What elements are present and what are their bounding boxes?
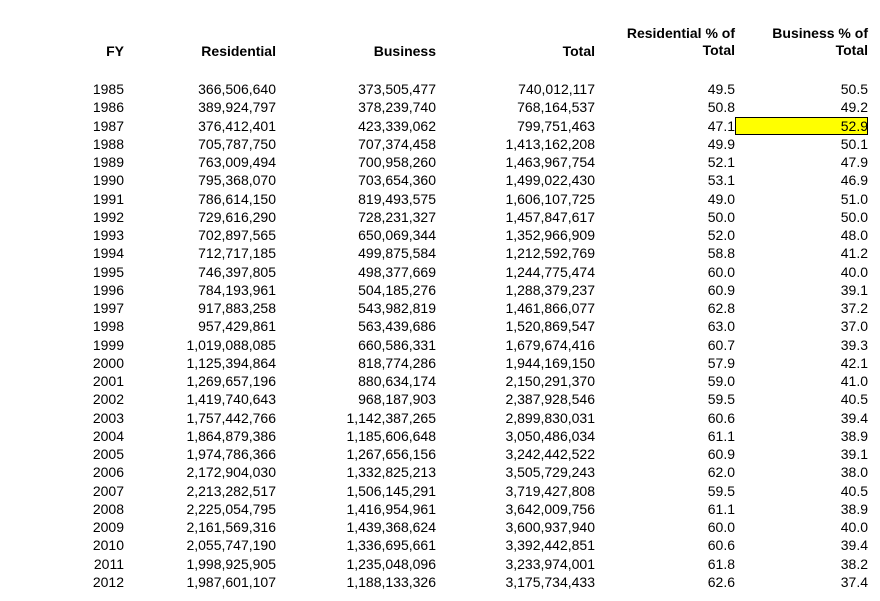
table-row: [0, 171, 868, 189]
cell-residential-pct[interactable]: 52.1: [707, 154, 735, 170]
cell-residential[interactable]: 712,717,185: [198, 245, 276, 262]
table-row: [0, 372, 868, 390]
cell-total[interactable]: 3,175,734,433: [505, 573, 595, 590]
cell-residential[interactable]: 1,019,088,085: [186, 336, 276, 353]
cell-fy[interactable]: 2006: [92, 464, 124, 481]
table-row: [0, 354, 868, 372]
cell-business-pct[interactable]: 49.2: [840, 99, 868, 116]
cell-fy[interactable]: 1999: [92, 336, 124, 353]
cell-total[interactable]: 1,352,966,909: [505, 227, 595, 243]
cell-residential[interactable]: 2,055,747,190: [186, 537, 276, 554]
cell-business-pct[interactable]: 46.9: [840, 172, 868, 189]
cell-fy[interactable]: 1992: [92, 208, 124, 225]
table-row: [0, 263, 868, 281]
cell-residential-pct[interactable]: 59.5: [707, 482, 735, 499]
cell-residential[interactable]: 763,009,494: [198, 154, 276, 170]
table-row: [0, 500, 868, 518]
cell-total[interactable]: 1,463,967,754: [505, 154, 595, 170]
cell-total[interactable]: 740,012,117: [518, 81, 595, 97]
cell-residential-pct[interactable]: 60.0: [707, 263, 735, 280]
table-row: [0, 226, 868, 244]
cell-residential[interactable]: 1,974,786,366: [186, 446, 276, 462]
cell-total[interactable]: 3,233,974,001: [505, 555, 595, 572]
cell-residential[interactable]: 389,924,797: [198, 99, 276, 116]
cell-residential-pct[interactable]: 49.9: [707, 135, 735, 152]
cell-total[interactable]: 2,899,830,031: [505, 409, 595, 426]
table-row: [0, 463, 868, 481]
cell-residential[interactable]: 746,397,805: [198, 263, 276, 280]
cell-residential-pct[interactable]: 59.0: [707, 373, 735, 389]
cell-total[interactable]: 3,719,427,808: [505, 482, 595, 499]
table-row: [0, 98, 868, 116]
cell-residential-pct[interactable]: 62.8: [707, 300, 735, 316]
cell-residential[interactable]: 957,429,861: [198, 318, 276, 335]
cell-residential[interactable]: 795,368,070: [198, 172, 276, 189]
table-row: [0, 482, 868, 500]
cell-business[interactable]: 1,235,048,096: [346, 555, 436, 572]
cell-business-pct[interactable]: 38.2: [840, 555, 868, 572]
cell-residential-pct[interactable]: 60.6: [707, 537, 735, 554]
cell-business[interactable]: 1,332,825,213: [346, 464, 436, 481]
cell-residential[interactable]: 2,172,904,030: [186, 464, 276, 481]
cell-business[interactable]: 728,231,327: [358, 208, 436, 225]
cell-residential-pct[interactable]: 59.5: [707, 391, 735, 408]
header-total[interactable]: Total: [562, 43, 595, 59]
header-residential-pct[interactable]: Residential % of Total: [626, 25, 735, 58]
cell-business-pct[interactable]: 37.0: [840, 318, 868, 335]
table-row: [0, 317, 868, 335]
cell-residential[interactable]: 729,616,290: [198, 208, 276, 225]
cell-total[interactable]: 1,499,022,430: [505, 172, 595, 189]
cell-residential-pct[interactable]: 49.0: [707, 190, 735, 207]
cell-business-pct[interactable]: 48.0: [840, 227, 868, 243]
cell-fy[interactable]: 2010: [92, 537, 124, 554]
cell-total[interactable]: 3,050,486,034: [505, 427, 595, 444]
cell-fy[interactable]: 1990: [92, 172, 124, 189]
cell-residential-pct[interactable]: 60.7: [707, 336, 735, 353]
cell-residential-pct[interactable]: 62.0: [707, 464, 735, 481]
cell-business-pct[interactable]: 40.0: [840, 263, 868, 280]
cell-business-pct[interactable]: 39.4: [840, 409, 868, 426]
cell-total[interactable]: 1,413,162,208: [505, 135, 595, 152]
cell-residential-pct[interactable]: 50.0: [707, 208, 735, 225]
cell-residential[interactable]: 702,897,565: [198, 227, 276, 243]
cell-business[interactable]: 660,586,331: [358, 336, 436, 353]
cell-fy[interactable]: 1987: [92, 117, 124, 134]
header-fy[interactable]: FY: [106, 43, 124, 59]
cell-fy[interactable]: 1986: [92, 99, 124, 116]
cell-business-pct[interactable]: 42.1: [840, 354, 868, 371]
cell-business-pct[interactable]: 40.5: [840, 391, 868, 408]
cell-business[interactable]: 1,506,145,291: [346, 482, 436, 499]
cell-business[interactable]: 707,374,458: [358, 135, 436, 152]
cell-residential-pct[interactable]: 57.9: [707, 354, 735, 371]
cell-business[interactable]: 819,493,575: [358, 190, 436, 207]
table-row: [0, 153, 868, 171]
data-table-body: [0, 80, 868, 591]
cell-residential[interactable]: 1,864,879,386: [186, 427, 276, 444]
header-business[interactable]: Business: [373, 43, 436, 59]
cell-business-pct-selected[interactable]: 52.9: [735, 117, 868, 135]
table-row: [0, 244, 868, 262]
cell-fy[interactable]: 2000: [92, 354, 124, 371]
cell-business[interactable]: 1,267,656,156: [346, 446, 436, 462]
cell-fy[interactable]: 2005: [92, 446, 124, 462]
cell-residential-pct[interactable]: 61.1: [707, 427, 735, 444]
cell-residential[interactable]: 1,269,657,196: [186, 373, 276, 389]
cell-business-pct[interactable]: 39.4: [840, 537, 868, 554]
cell-fy[interactable]: 2007: [92, 482, 124, 499]
cell-residential[interactable]: 1,987,601,107: [186, 573, 276, 590]
cell-business-pct[interactable]: 39.1: [840, 446, 868, 462]
cell-residential-pct[interactable]: 60.6: [707, 409, 735, 426]
cell-business[interactable]: 504,185,276: [358, 281, 436, 298]
cell-business[interactable]: 700,958,260: [358, 154, 436, 170]
cell-fy[interactable]: 1989: [92, 154, 124, 170]
cell-business-pct[interactable]: 50.1: [840, 135, 868, 152]
cell-fy[interactable]: 1994: [92, 245, 124, 262]
cell-total[interactable]: 1,457,847,617: [505, 208, 595, 225]
table-row: [0, 336, 868, 354]
cell-business-pct[interactable]: 37.4: [840, 573, 868, 590]
header-business-pct[interactable]: Business % of Total: [772, 25, 868, 58]
cell-business[interactable]: 818,774,286: [358, 354, 436, 371]
cell-business-pct[interactable]: 50.0: [840, 208, 868, 225]
cell-business[interactable]: 968,187,903: [358, 391, 436, 408]
cell-fy[interactable]: 2002: [92, 391, 124, 408]
cell-residential[interactable]: 2,213,282,517: [186, 482, 276, 499]
cell-residential[interactable]: 1,125,394,864: [186, 354, 276, 371]
cell-residential-pct[interactable]: 60.9: [707, 281, 735, 298]
cell-fy[interactable]: 1993: [92, 227, 124, 243]
table-row: [0, 573, 868, 591]
cell-residential-pct[interactable]: 47.1: [707, 117, 735, 134]
cell-business[interactable]: 499,875,584: [358, 245, 436, 262]
cell-fy[interactable]: 2009: [92, 519, 124, 535]
table-row: [0, 445, 868, 463]
cell-business[interactable]: 563,439,686: [358, 318, 436, 335]
table-row: [0, 427, 868, 445]
cell-total[interactable]: 3,642,009,756: [505, 500, 595, 517]
cell-business[interactable]: 498,377,669: [358, 263, 436, 280]
cell-residential-pct[interactable]: 50.8: [707, 99, 735, 116]
table-row: [0, 117, 868, 135]
table-row: [0, 80, 868, 98]
cell-total[interactable]: 1,606,107,725: [505, 190, 595, 207]
cell-residential-pct[interactable]: 62.6: [707, 573, 735, 590]
cell-fy[interactable]: 1991: [92, 190, 124, 207]
cell-fy[interactable]: 2004: [92, 427, 124, 444]
cell-business-pct[interactable]: 39.3: [840, 336, 868, 353]
cell-residential-pct[interactable]: 52.0: [707, 227, 735, 243]
table-row: [0, 135, 868, 153]
cell-business[interactable]: 373,505,477: [358, 81, 436, 97]
cell-total[interactable]: 3,392,442,851: [505, 537, 595, 554]
cell-residential-pct[interactable]: 61.1: [707, 500, 735, 517]
cell-business-pct[interactable]: 40.5: [840, 482, 868, 499]
cell-fy[interactable]: 1996: [92, 281, 124, 298]
cell-residential[interactable]: 1,419,740,643: [186, 391, 276, 408]
cell-residential-pct[interactable]: 49.5: [707, 81, 735, 97]
cell-fy[interactable]: 2012: [92, 573, 124, 590]
cell-business-pct[interactable]: 41.0: [840, 373, 868, 389]
cell-business[interactable]: 703,654,360: [358, 172, 436, 189]
cell-business[interactable]: 1,439,368,624: [346, 519, 436, 535]
cell-total[interactable]: 3,600,937,940: [505, 519, 595, 535]
cell-business-pct[interactable]: 50.5: [840, 81, 868, 97]
cell-fy[interactable]: 1995: [92, 263, 124, 280]
cell-fy[interactable]: 2011: [93, 555, 124, 572]
cell-residential[interactable]: 786,614,150: [198, 190, 276, 207]
cell-total[interactable]: 1,520,869,547: [505, 318, 595, 335]
cell-business-pct[interactable]: 37.2: [840, 300, 868, 316]
cell-fy[interactable]: 1988: [92, 135, 124, 152]
cell-fy[interactable]: 2001: [92, 373, 124, 389]
cell-business[interactable]: 880,634,174: [358, 373, 436, 389]
cell-residential[interactable]: 2,225,054,795: [186, 500, 276, 517]
cell-business[interactable]: 1,188,133,326: [346, 573, 436, 590]
data-table: [0, 80, 868, 591]
cell-business[interactable]: 650,069,344: [358, 227, 436, 243]
cell-fy[interactable]: 1985: [92, 81, 124, 97]
cell-total[interactable]: 1,944,169,150: [505, 354, 595, 371]
header-residential[interactable]: Residential: [201, 43, 276, 59]
table-row: [0, 208, 868, 226]
cell-residential[interactable]: 366,506,640: [198, 81, 276, 97]
cell-business[interactable]: 1,142,387,265: [346, 409, 436, 426]
cell-business[interactable]: 1,416,954,961: [346, 500, 436, 517]
cell-total[interactable]: 1,244,775,474: [505, 263, 595, 280]
cell-residential-pct[interactable]: 58.8: [707, 245, 735, 262]
cell-residential[interactable]: 1,998,925,905: [186, 555, 276, 572]
cell-business[interactable]: 423,339,062: [358, 117, 436, 134]
cell-business-pct[interactable]: 38.0: [840, 464, 868, 481]
cell-business[interactable]: 1,185,606,648: [346, 427, 436, 444]
cell-total[interactable]: 2,387,928,546: [505, 391, 595, 408]
cell-total[interactable]: 1,461,866,077: [505, 300, 595, 316]
cell-business[interactable]: 378,239,740: [358, 99, 436, 116]
cell-fy[interactable]: 2003: [92, 409, 124, 426]
cell-residential[interactable]: 2,161,569,316: [186, 519, 276, 535]
cell-total[interactable]: 2,150,291,370: [505, 373, 595, 389]
cell-residential[interactable]: 1,757,442,766: [186, 409, 276, 426]
cell-business-pct[interactable]: 51.0: [840, 190, 868, 207]
cell-residential[interactable]: 705,787,750: [198, 135, 276, 152]
cell-residential-pct[interactable]: 53.1: [707, 172, 735, 189]
cell-residential[interactable]: 376,412,401: [198, 117, 276, 134]
table-row: [0, 536, 868, 554]
table-row: [0, 555, 868, 573]
cell-residential-pct[interactable]: 60.0: [707, 519, 735, 535]
cell-business-pct[interactable]: 41.2: [840, 245, 868, 262]
cell-residential[interactable]: 784,193,961: [198, 281, 276, 298]
table-row: [0, 390, 868, 408]
cell-business-pct[interactable]: 38.9: [840, 427, 868, 444]
cell-total[interactable]: 1,288,379,237: [505, 281, 595, 298]
cell-residential[interactable]: 917,883,258: [198, 300, 276, 316]
cell-business-pct[interactable]: 47.9: [840, 154, 868, 170]
cell-residential-pct[interactable]: 61.8: [707, 555, 735, 572]
table-row: [0, 409, 868, 427]
cell-total[interactable]: 3,242,442,522: [505, 446, 595, 462]
cell-total[interactable]: 799,751,463: [517, 117, 595, 134]
cell-fy[interactable]: 1998: [92, 318, 124, 335]
cell-total[interactable]: 1,679,674,416: [505, 336, 595, 353]
cell-total[interactable]: 768,164,537: [517, 99, 595, 116]
cell-business[interactable]: 543,982,819: [358, 300, 436, 316]
cell-residential-pct[interactable]: 63.0: [707, 318, 735, 335]
table-row: [0, 518, 868, 536]
cell-total[interactable]: 1,212,592,769: [505, 245, 595, 262]
table-row: [0, 190, 868, 208]
cell-fy[interactable]: 1997: [92, 300, 124, 316]
cell-total[interactable]: 3,505,729,243: [505, 464, 595, 481]
cell-business-pct[interactable]: 39.1: [840, 281, 868, 298]
table-row: [0, 281, 868, 299]
table-row: [0, 299, 868, 317]
cell-fy[interactable]: 2008: [92, 500, 124, 517]
cell-business-pct[interactable]: 40.0: [840, 519, 868, 535]
cell-residential-pct[interactable]: 60.9: [707, 446, 735, 462]
cell-business-pct[interactable]: 38.9: [840, 500, 868, 517]
cell-business[interactable]: 1,336,695,661: [346, 537, 436, 554]
